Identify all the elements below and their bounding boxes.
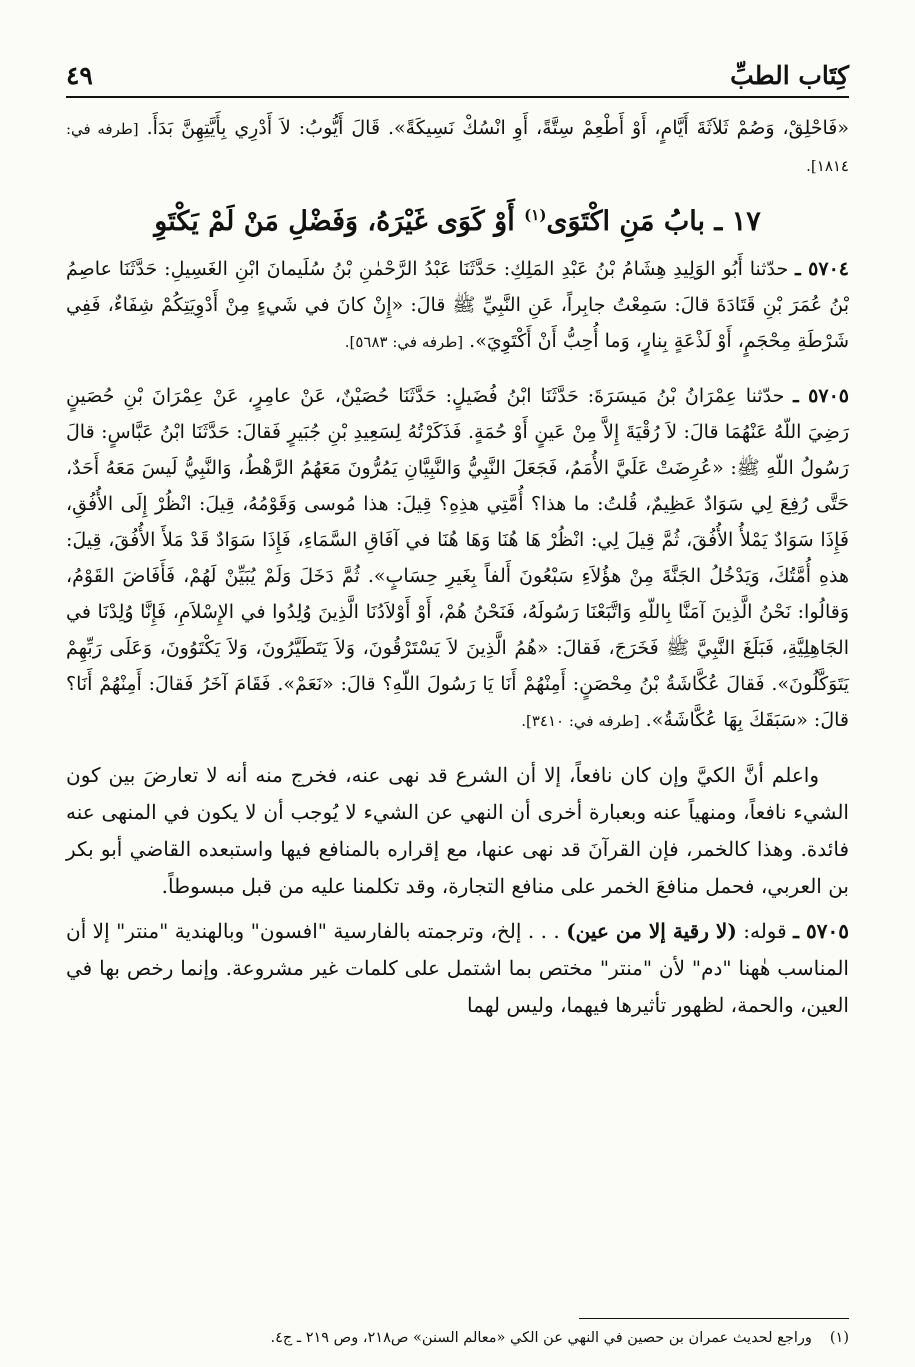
page-body — [66, 110, 849, 1024]
commentary-paragraph — [66, 757, 849, 905]
commentary-text: واعلم أنَّ الكيَّ وإن كان نافعاً، إلا أن الشرع قد نهى عنه، فخرج منه أنه لا تعارضَ بين كون الشيء نافعاً، ومنهياً عنه وبعبارة أخرى أن النهي عن الشيء لا يُوجب أن لا يكون في المنهى عنه فائدة. وهذا كالخمر، فإن القرآنَ قد نهى عنها، مع إقراره بالمنافع فيها واستبعده القاضي أبو بكر بن العربي، فحمل منافعَ الخمر على منافع التجارة، وقد تكلمنا عليه من قبل مبسوطاً. — [66, 763, 849, 898]
top-paragraph — [66, 110, 849, 184]
footnote-divider — [579, 1318, 849, 1319]
commentary-quote: (لا رقية إلا من عين) — [566, 919, 737, 943]
hadith-ref: [طرفه في: ٥٦٨٣]. — [344, 333, 464, 351]
commentary-text: . . . إلخ، وترجمته بالفارسية "افسون" وبالهندية "منتر" إلا أن المناسب هٰهنا "دم" لأن "منتر" مختص بما اشتمل على كلمات غير مشروعة. وإنما رخص بها في العين، والحمة، لظهور تأثيرها فيهما، وليس لهما — [66, 919, 849, 1017]
hadith-number: ٥٧٠٤ ـ — [795, 258, 849, 280]
top-paragraph-ref: [طرفه في: ١٨١٤]. — [66, 120, 849, 175]
hadith-ref: [طرفه في: ٣٤١٠]. — [521, 712, 640, 730]
commentary-5705 — [66, 913, 849, 1024]
page-header — [66, 52, 849, 98]
chapter-heading — [66, 206, 849, 237]
footnote-mark: (١) — [524, 206, 547, 224]
chapter-title-rest: أَوْ كَوَى غَيْرَهُ، وَفَضْلِ مَنْ لَمْ يَكْتَوِ — [154, 206, 515, 237]
page-number: ٤٩ — [66, 61, 93, 90]
hadith-text: حدّثنا عِمْرَانُ بْنُ مَيسَرَةَ: حَدَّثَنَا ابْنُ فُضَيلٍ: حَدَّثَنَا حُصَيْنٌ، عَنْ عامِرٍ، عَنْ عِمْرَانَ بْنِ حُصَينٍ رَضِيَ اللّهُ عَنْهُمَا قالَ: لاَ رُقْيَةَ إِلاَّ مِنْ عَينٍ أَوْ حُمَةٍ. فَذَكَرْتُهُ لِسَعِيدِ بْنِ جُبَيرٍ فَقالَ: حَدَّثَنَا ابْنُ عَبَّاسٍ: قالَ رَسُولُ اللّهِ ﷺ: «عُرِضَتْ عَلَيَّ الأُمَمُ، فَجَعَلَ النَّبِيُّ وَالنَّبِيَّانِ يَمُرُّونَ مَعَهُمُ الرَّهْطُ، وَالنَّبِيُّ لَيسَ مَعَهُ أَحَدٌ، حَتَّى رُفِعَ لِي سَوَادٌ عَظِيمٌ، قُلتُ: ما هذا؟ أُمَّتِي هذِهِ؟ قِيلَ: هذا مُوسى وَقَوْمُهُ، قِيلَ: انْظُرْ إِلَى الأُفُقِ، فَإِذَا سَوَادٌ يَمْلأُ الأُفُقَ، ثُمَّ قِيلَ لِي: انْظُرْ هَا هُنَا وَهَا هُنَا في آفَاقِ السَّمَاءِ، فَإِذَا سَوَادٌ قَدْ مَلأَ الأُفُقَ، قِيلَ: هذهِ أُمَّتُكَ، وَيَدْخُلُ الجَنَّةَ مِنْ هؤُلاَءِ سَبْعُونَ أَلفاً بِغَيرِ حِسَابٍ». ثُمَّ دَخَلَ وَلَمْ يُبَيِّنْ لَهُمْ، فَأَفَاضَ القَوْمُ، وَقالُوا: نَحْنُ الَّذِينَ آمَنَّا بِاللّهِ وَاتَّبَعْنَا رَسُولَهُ، فَنَحْنُ هُمْ، أَوْ أَوْلاَدُنَا الَّذِينَ وُلِدُوا في الإِسْلاَمِ، فَإِنَّا وُلِدْنَا في الجَاهِلِيَّةِ، فَبَلَغَ النَّبِيَّ ﷺ فَخَرَجَ، فَقالَ: «هُمُ الَّذِينَ لاَ يَسْتَرْقُونَ، وَلاَ يَتَطَيَّرُونَ، وَلاَ يَكْتَوُونَ، وَعَلَى رَبِّهِمْ يَتَوَكَّلُونَ». فَقالَ عُكَّاشَةُ بْنُ مِحْصَنٍ: أَمِنْهُمْ أَنَا يَا رَسُولَ اللّهِ؟ قالَ: «نَعَمْ». فَقَامَ آخَرُ فَقالَ: أَمِنْهُمْ أَنَا؟ قالَ: «سَبَقَكَ بِهَا عُكَّاشَةُ». — [66, 385, 849, 731]
top-paragraph-text: «فَاحْلِقْ، وَصُمْ ثَلاَثَةَ أَيَّامٍ، أَوْ أَطْعِمْ سِتَّةً، أَوِ انْسُكْ نَسِيكَةً». قَالَ أَيُّوبُ: لاَ أَدْرِي بِأَيَّتِهِنَّ بَدَأَ. — [146, 117, 849, 139]
hadith-5705 — [66, 378, 849, 739]
commentary-label: قوله: — [743, 919, 787, 943]
hadith-text: حدّثنا أَبُو الوَلِيدِ هِشَامُ بْنُ عَبْدِ المَلِكِ: حَدَّثَنَا عَبْدُ الرَّحْمٰنِ بْنُ سُلَيمانَ ابْنِ الغَسِيلِ: حَدَّثَنَا عاصِمُ بْنُ عُمَرَ بْنِ قَتَادَةَ قالَ: سَمِعْتُ جابِراً، عَنِ النَّبِيِّ ﷺ قالَ: «إِنْ كانَ في شَيءٍ مِنْ أَدْوِيَتِكُمْ شِفَاءٌ، فَفِي شَرْطَةِ مِحْجَمٍ، أَوْ لَذْعَةٍ بِنارٍ، وَما أُحِبُّ أَنْ أَكْتَوِيَ». — [66, 258, 849, 352]
footnote-number: (١) — [829, 1330, 849, 1346]
hadith-5704 — [66, 251, 849, 360]
hadith-number: ٥٧٠٥ ـ — [793, 385, 849, 407]
chapter-title: ١٧ ـ بابُ مَنِ اكْتَوَى — [546, 206, 761, 237]
footnote-text: وراجع لحديث عمران بن حصين في النهي عن الكي «معالم السنن» ص٢١٨، وص ٢١٩ ـ ج٤. — [270, 1330, 812, 1346]
footnote — [66, 1330, 849, 1346]
commentary-number: ٥٧٠٥ ـ — [793, 919, 849, 943]
running-title: كِتَاب الطبِّ — [730, 61, 849, 90]
